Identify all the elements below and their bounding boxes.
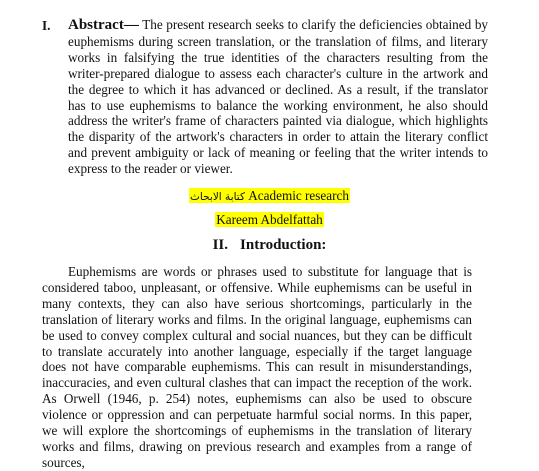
credit-author-line (0, 212, 539, 228)
introduction-heading: Introduction: (240, 237, 327, 253)
introduction-number: II. (212, 237, 229, 253)
abstract-body (68, 17, 488, 177)
introduction-paragraph: Euphemisms are words or phrases used to substitute for language that is considered taboo, unpleasant, or offensive. While euphemisms can be useful in many contexts, they can also have serious shortcomings, particularly in the translation of literary works and films. In the original language, euphemisms can be used to convey complex cultural and social nuances, but they can be difficult to translate accurately into another language, especially if the target language does not have comparable euphemisms. This can result in misunderstandings, inaccuracies, and even cultural clashes that can impact the reception of the work. As Orwell (1946, p. 254) notes, euphemisms can also be used to obscure violence or oppression and can perpetuate harmful social norms. In this paper, we will explore the shortcomings of euphemisms in the translation of literary works and films, drawing on previous research and examples from a range of sources, (42, 264, 472, 470)
credit-title-line (0, 188, 539, 206)
abstract-section (42, 17, 488, 177)
introduction-section (42, 264, 472, 471)
introduction-heading-line (0, 238, 539, 254)
abstract-number: I. (42, 18, 51, 33)
credit-author: Kareem Abdelfattah (216, 212, 323, 227)
abstract-text: The present research seeks to clarify the deficiencies obtained by euphemisms during screen translation, or the translation of films, and literary works in falsifying the true identities of the characters resulting from the writer-prepared dialogue to assess each character's culture in the artwork and the degree to which it has advanced or declined. As a result, if the translator has to use euphemisms to balance the working environment, he also should address the writer's frame of characters painted via dialogue, which highlights the disparity of the artwork's characters in order to attain the literary conflict and prevent ambiguity or lack of meaning or feeling that the writer intends to express to the reader or viewer. (68, 17, 489, 177)
credit-title: Academic research (248, 188, 349, 203)
credit-highlight (189, 188, 350, 203)
abstract-heading: Abstract— (68, 17, 139, 33)
arabic-label: كتابة الابحاث (190, 191, 245, 203)
